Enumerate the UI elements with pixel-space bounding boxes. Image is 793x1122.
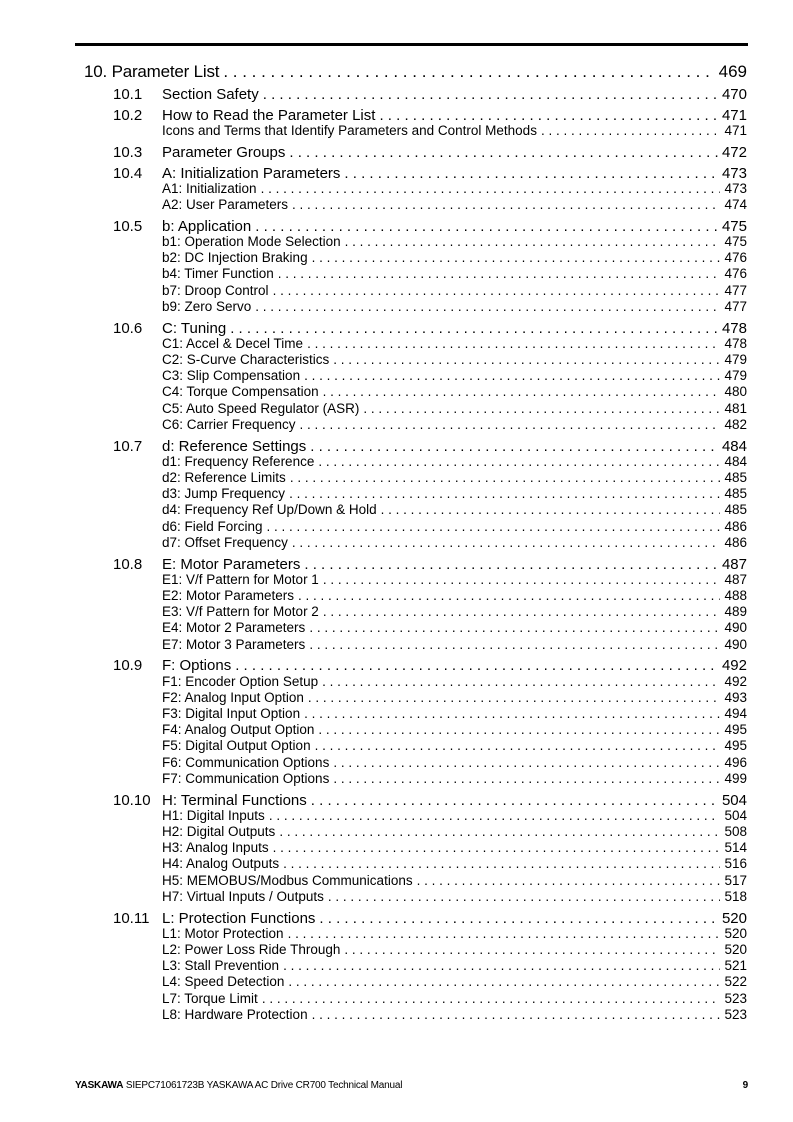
toc-subsection-entry[interactable] [162,889,747,904]
dot-leader [304,706,720,721]
toc-subsection-entry[interactable] [162,486,747,501]
toc-section-entry[interactable] [113,791,747,809]
subsection-title: d7: Offset Frequency [162,534,288,550]
dot-leader [323,604,721,619]
page-footer [75,1080,748,1094]
dot-leader [363,401,720,416]
dot-leader [279,824,720,839]
toc-section-entry[interactable] [113,657,747,675]
dot-leader [263,86,718,103]
toc-subsection-entry[interactable] [162,123,747,138]
subsection-title: L8: Hardware Protection [162,1006,308,1022]
page-number: 485 [724,486,747,502]
page-number: 476 [724,266,747,282]
dot-leader [289,144,718,161]
toc-subsection-entry[interactable] [162,384,747,399]
toc-section-entry[interactable] [113,86,747,103]
page-number: 508 [724,824,747,839]
subsection-title: E3: V/f Pattern for Motor 2 [162,604,319,620]
dot-leader [333,352,720,367]
page-number: 479 [724,352,747,367]
subsection-title: b9: Zero Servo [162,298,252,314]
page-number: 520 [724,925,747,941]
subsection-title: C5: Auto Speed Regulator (ASR) [162,400,360,416]
dot-leader [223,62,714,82]
page-number: 487 [721,555,747,573]
dot-leader [318,722,720,737]
subsection-title: C2: S-Curve Characteristics [162,352,330,367]
subsection-title: H2: Digital Outputs [162,824,276,839]
toc-subsection-entry[interactable] [162,738,747,753]
toc-subsection-entry[interactable] [162,519,747,534]
toc-subsection-entry[interactable] [162,926,747,941]
page-number: 516 [724,856,747,872]
dot-leader [307,336,720,351]
page-number: 504 [721,791,747,809]
page-number: 484 [724,453,747,469]
subsection-title: F5: Digital Output Option [162,738,311,754]
dot-leader [328,889,721,904]
subsection-title: F1: Encoder Option Setup [162,673,319,689]
footer-doc-text: SIEPC71061723B YASKAWA AC Drive CR700 Technical Manual [125,1080,403,1091]
page-number: 479 [724,368,747,384]
dot-leader [541,123,721,138]
dot-leader [309,620,720,635]
page-number: 493 [724,689,747,705]
toc-subsection-entry[interactable] [162,299,747,314]
section-title: F: Options [162,657,232,675]
dot-leader [278,266,721,281]
subsection-title: A1: Initialization [162,180,257,196]
toc-subsection-entry[interactable] [162,873,747,888]
toc-subsection-entry[interactable] [162,706,747,721]
subsection-title: C4: Torque Compensation [162,384,319,400]
footer-page-number: 9 [742,1080,748,1091]
subsection-title: F4: Analog Output Option [162,722,315,738]
subsection-title: b2: DC Injection Braking [162,250,308,266]
section-number: 10.11 [113,909,150,927]
toc-section-entry[interactable] [113,164,747,182]
toc-section-entry[interactable] [113,555,747,573]
page-number: 474 [724,197,747,212]
page-number: 514 [724,840,747,856]
dot-leader [312,1007,721,1022]
page-number: 478 [721,319,747,337]
toc-subsection-entry[interactable] [162,352,747,367]
toc-subsection-entry[interactable] [162,620,747,635]
toc-chapter-entry[interactable] [84,62,747,82]
subsection-title: L4: Speed Detection [162,974,285,990]
page-number: 471 [721,106,747,124]
toc-section-entry[interactable] [113,143,747,161]
toc-subsection-entry[interactable] [162,991,747,1006]
section-title: L: Protection Functions [162,909,316,927]
section-title: Section Safety [162,86,259,103]
page-number: 494 [724,706,747,721]
page-number: 473 [721,164,747,182]
section-number: 10.1 [113,86,143,103]
dot-leader [269,808,721,823]
dot-leader [298,588,720,603]
toc-subsection-entry[interactable] [162,722,747,737]
page-number: 486 [724,518,747,534]
dot-leader [417,873,721,888]
subsection-title: Icons and Terms that Identify Parameters and Control Methods [162,123,537,138]
toc-subsection-entry[interactable] [162,250,747,265]
page-number: 521 [724,958,747,974]
subsection-title: H5: MEMOBUS/Modbus Communications [162,872,413,888]
subsection-title: b1: Operation Mode Selection [162,234,341,249]
page-number: 492 [724,673,747,689]
dot-leader [304,556,718,573]
page-number: 471 [724,123,747,138]
footer-brand: YASKAWA [75,1080,124,1091]
subsection-title: C6: Carrier Frequency [162,416,296,432]
page-number: 489 [724,604,747,620]
subsection-title: L3: Stall Prevention [162,958,280,974]
subsection-title: b4: Timer Function [162,266,274,282]
page-number: 475 [724,234,747,249]
subsection-title: E1: V/f Pattern for Motor 1 [162,571,319,587]
page-number: 520 [721,909,747,927]
subsection-title: H1: Digital Inputs [162,807,265,823]
dot-leader [322,674,720,689]
dot-leader [311,792,718,809]
dot-leader [255,299,720,314]
page-number: 484 [721,437,747,455]
toc-subsection-entry[interactable] [162,840,747,855]
subsection-title: E4: Motor 2 Parameters [162,620,306,636]
page-number: 495 [724,722,747,738]
subsection-title: H4: Analog Outputs [162,856,280,872]
toc-subsection-entry[interactable] [162,470,747,485]
toc-subsection-entry[interactable] [162,674,747,689]
dot-leader [273,283,721,298]
page-number: 480 [724,384,747,400]
section-title: b: Application [162,217,252,235]
page-number: 523 [724,990,747,1006]
subsection-title: F2: Analog Input Option [162,689,304,705]
toc-subsection-entry[interactable] [162,1007,747,1022]
page-number: 490 [724,636,747,652]
dot-leader [323,572,721,587]
page-number: 487 [724,571,747,587]
dot-leader [344,942,720,957]
toc-section-entry[interactable] [113,319,747,337]
dot-leader [344,165,718,182]
dot-leader [255,218,718,235]
dot-leader [283,958,720,973]
dot-leader [290,470,721,485]
dot-leader [262,991,721,1006]
dot-leader [333,755,720,770]
page-number: 523 [724,1006,747,1022]
toc-subsection-entry[interactable] [162,604,747,619]
toc-subsection-entry[interactable] [162,974,747,989]
dot-leader [235,657,718,674]
page-number: 522 [724,974,747,990]
page-number: 477 [724,282,747,298]
page-number: 486 [724,534,747,550]
section-title: d: Reference Settings [162,437,307,455]
section-number: 10.2 [113,106,143,124]
page-number: 473 [724,180,747,196]
page-number: 481 [724,400,747,416]
page-number: 472 [721,143,747,161]
subsection-title: d1: Frequency Reference [162,453,315,469]
subsection-title: b7: Droop Control [162,282,269,298]
page-number: 475 [721,217,747,235]
page-number: 496 [724,754,747,770]
page-number: 477 [724,298,747,314]
toc-subsection-entry[interactable] [162,417,747,432]
dot-leader [283,856,720,871]
subsection-title: E2: Motor Parameters [162,588,295,603]
section-number: 10.4 [113,164,143,182]
page-number: 495 [724,738,747,754]
dot-leader [333,771,720,786]
dot-leader [300,417,721,432]
page-number: 485 [724,502,747,518]
page-number: 490 [724,620,747,636]
toc-subsection-entry[interactable] [162,690,747,705]
toc-subsection-entry[interactable] [162,856,747,871]
page-number: 520 [724,942,747,957]
subsection-title: F6: Communication Options [162,754,330,770]
toc-subsection-entry[interactable] [162,401,747,416]
toc-subsection-entry[interactable] [162,336,747,351]
subsection-title: L2: Power Loss Ride Through [162,942,341,957]
section-title: A: Initialization Parameters [162,164,341,182]
toc-subsection-entry[interactable] [162,588,747,603]
section-number: 10.7 [113,437,143,455]
subsection-title: F7: Communication Options [162,770,330,786]
subsection-title: d2: Reference Limits [162,470,286,485]
subsection-title: d3: Jump Frequency [162,486,286,502]
page-number: 482 [724,416,747,432]
toc-subsection-entry[interactable] [162,197,747,212]
toc-subsection-entry[interactable] [162,181,747,196]
toc-subsection-entry[interactable] [162,755,747,770]
dot-leader [323,384,721,399]
dot-leader [289,486,720,501]
dot-leader [312,250,721,265]
toc-section-entry[interactable] [113,217,747,235]
section-number: 10.8 [113,555,143,573]
subsection-title: H7: Virtual Inputs / Outputs [162,888,324,904]
page-number: 492 [721,657,747,675]
dot-leader [381,502,721,517]
subsection-title: C3: Slip Compensation [162,368,301,384]
page-number: 504 [724,807,747,823]
dot-leader [267,519,721,534]
toc-subsection-entry[interactable] [162,808,747,823]
dot-leader [261,181,721,196]
dot-leader [308,690,721,705]
section-title: Parameter Groups [162,143,286,161]
dot-leader [310,438,718,455]
toc-subsection-entry[interactable] [162,637,747,652]
dot-leader [379,107,718,124]
toc-subsection-entry[interactable] [162,454,747,469]
page-number: 488 [724,588,747,603]
toc-subsection-entry[interactable] [162,572,747,587]
dot-leader [309,637,720,652]
toc-section-entry[interactable] [113,909,747,927]
subsection-title: L7: Torque Limit [162,990,258,1006]
section-title: E: Motor Parameters [162,555,301,573]
page-number: 478 [724,335,747,351]
toc-subsection-entry[interactable] [162,824,747,839]
section-title: How to Read the Parameter List [162,106,376,124]
toc-subsection-entry[interactable] [162,958,747,973]
subsection-title: d6: Field Forcing [162,518,263,534]
dot-leader [292,197,720,212]
page-number: 517 [724,872,747,888]
subsection-title: d4: Frequency Ref Up/Down & Hold [162,502,377,518]
chapter-title: 10. Parameter List [84,62,220,81]
dot-leader [273,840,721,855]
toc-section-entry[interactable] [113,106,747,124]
page-number: 499 [724,770,747,786]
toc-subsection-entry[interactable] [162,535,747,550]
page-number: 518 [724,888,747,904]
dot-leader [315,738,721,753]
dot-leader [319,910,718,927]
subsection-title: A2: User Parameters [162,197,289,212]
section-title: C: Tuning [162,319,227,337]
toc-subsection-entry[interactable] [162,942,747,957]
section-number: 10.3 [113,143,143,161]
dot-leader [288,974,720,989]
toc-subsection-entry[interactable] [162,502,747,517]
subsection-title: E7: Motor 3 Parameters [162,636,306,652]
section-number: 10.6 [113,319,143,337]
dot-leader [304,368,720,383]
section-number: 10.10 [113,791,151,809]
section-number: 10.5 [113,217,143,235]
dot-leader [230,320,718,337]
dot-leader [318,454,720,469]
dot-leader [288,926,721,941]
page-number: 476 [724,250,747,266]
section-title: H: Terminal Functions [162,791,307,809]
toc-subsection-entry[interactable] [162,266,747,281]
dot-leader [292,535,721,550]
subsection-title: H3: Analog Inputs [162,840,269,856]
toc-section-entry[interactable] [113,437,747,455]
page-number: 470 [721,86,747,103]
toc-subsection-entry[interactable] [162,283,747,298]
subsection-title: L1: Motor Protection [162,925,284,941]
section-number: 10.9 [113,657,143,675]
chapter-page-number: 469 [718,62,747,81]
toc-subsection-entry[interactable] [162,234,747,249]
toc-subsection-entry[interactable] [162,771,747,786]
dot-leader [345,234,721,249]
subsection-title: C1: Accel & Decel Time [162,335,304,351]
toc-subsection-entry[interactable] [162,368,747,383]
subsection-title: F3: Digital Input Option [162,706,301,721]
page-number: 485 [724,470,747,485]
